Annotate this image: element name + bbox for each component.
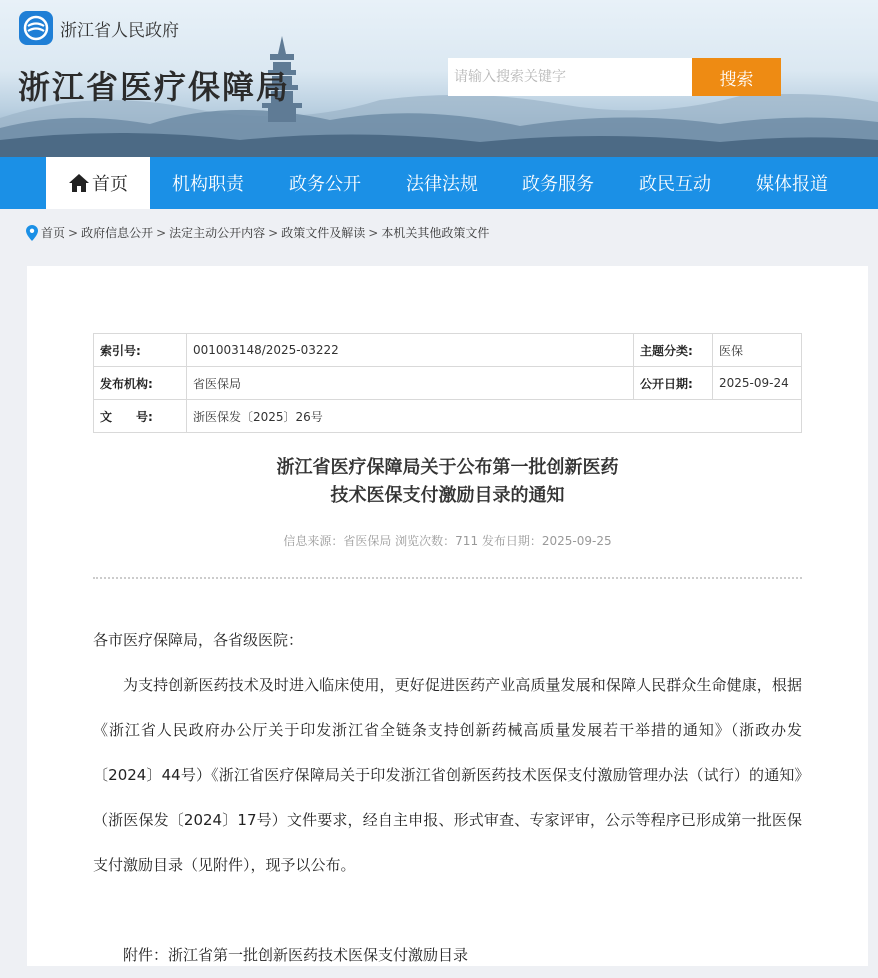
nav-item-interaction[interactable]: 政民互动 [639,174,711,195]
index-value: 001003148/2025-03222 [187,334,634,367]
nav-item-functions[interactable]: 机构职责 [172,174,244,195]
breadcrumb-item[interactable]: 法定主动公开内容 [169,226,266,240]
nav-item-laws[interactable]: 法律法规 [406,174,478,195]
breadcrumb: 首页 > 政府信息公开 > 法定主动公开内容 > 政策文件及解读 > 本机关其他政策文件 [26,224,489,241]
title-line: 浙江省医疗保障局关于公布第一批创新医药 [276,457,619,478]
nav-item-gov-affairs[interactable]: 政务公开 [289,174,361,195]
gov-logo-icon [19,11,53,45]
location-pin-icon [26,225,38,241]
topic-value: 医保 [713,334,802,367]
gov-portal-link[interactable]: 浙江省人民政府 [60,21,179,41]
date-value: 2025-09-24 [713,367,802,400]
title-line: 技术医保支付激励目录的通知 [330,485,565,506]
date-label: 公开日期: [634,367,713,400]
attachment-link[interactable]: 附件：浙江省第一批创新医药技术医保支付激励目录 [123,946,469,964]
breadcrumb-item[interactable]: 本机关其他政策文件 [381,226,490,240]
site-header [0,0,878,157]
topic-label: 主题分类: [634,334,713,367]
publisher-value: 省医保局 [187,367,634,400]
document-title [93,454,802,510]
publisher-label: 发布机构: [94,367,187,400]
article-panel [27,266,868,966]
docno-value: 浙医保发〔2025〕26号 [187,400,802,433]
article-body [93,618,802,978]
breadcrumb-item[interactable]: 首页 [41,226,66,240]
document-info: 信息来源：省医保局 浏览次数：711 发布日期：2025-09-25 [283,534,612,548]
body-paragraph: 为支持创新医药技术及时进入临床使用，更好促进医药产业高质量发展和保障人民群众生命健康，根据《浙江省人民政府办公厅关于印发浙江省全链条支持创新药械高质量发展若干举措的通知》（浙政办发〔2024〕44号）《浙江省医疗保障局关于印发浙江省创新医药技术医保支付激励管理办法（试行）的通知》（浙医保发〔2024〕17号）文件要求，经自主申报、形式审查、专家评审，公示等程序已形成第一批医保支付激励目录（见附件），现予以公布。 [93,676,802,874]
nav-label: 首页 [92,174,128,195]
breadcrumb-item[interactable]: 政策文件及解读 [281,226,366,240]
nav-item-home[interactable] [46,157,150,209]
nav-item-services[interactable]: 政务服务 [522,174,594,195]
document-meta-table [93,333,802,433]
main-nav [0,157,878,209]
index-label: 索引号: [94,334,187,367]
nav-item-media[interactable]: 媒体报道 [756,174,828,195]
search-button[interactable]: 搜索 [692,58,781,96]
divider [93,577,802,579]
search-input[interactable] [448,58,692,96]
site-title: 浙江省医疗保障局 [18,68,291,106]
salutation: 各市医疗保障局，各省级医院： [93,631,304,649]
docno-label: 文 号: [94,400,187,433]
breadcrumb-item[interactable]: 政府信息公开 [81,226,154,240]
home-icon [68,173,90,193]
